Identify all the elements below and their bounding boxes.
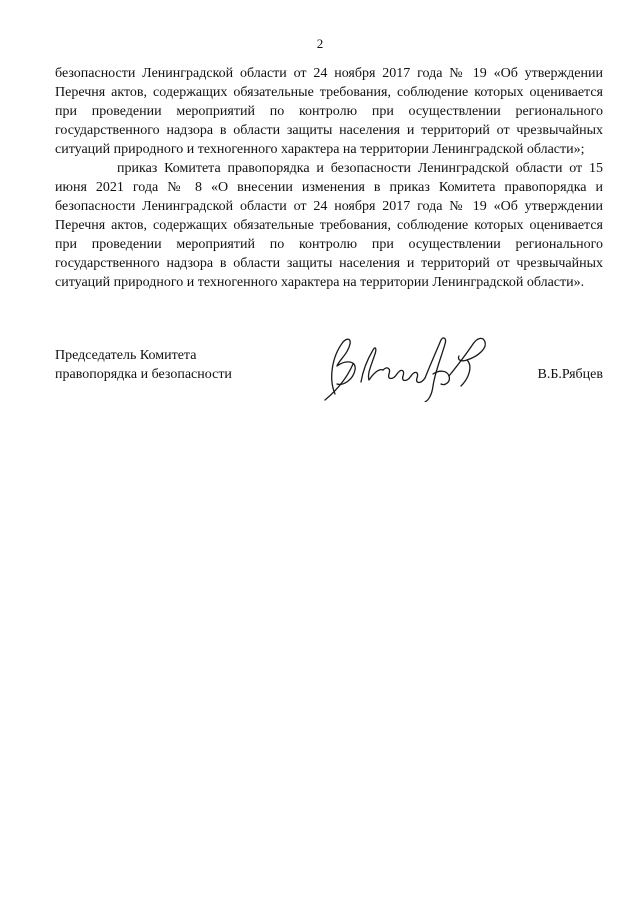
signer-name: В.Б.Рябцев bbox=[537, 367, 603, 382]
document-body bbox=[55, 64, 603, 292]
signer-title-line-2: правопорядка и безопасности bbox=[55, 367, 232, 382]
signature-block bbox=[55, 330, 603, 400]
signer-title-line-1: Председатель Комитета bbox=[55, 348, 197, 363]
signer-title bbox=[55, 346, 232, 384]
handwritten-signature-icon bbox=[317, 330, 502, 402]
page-number: 2 bbox=[316, 36, 324, 51]
paragraph-continuation: безопасности Ленинградской области от 24 ноября 2017 года № 19 «Об утверждении Перечня актов, содержащих обязательные требования, соблюдение которых оценивается при проведении мероприятий по контролю при осуществлении регионального государственного надзора в области защиты населения и территорий от чрезвычайных ситуаций природного и техногенного характера на территории Ленинградской области»; bbox=[55, 66, 603, 157]
paragraph-order-reference: приказ Комитета правопорядка и безопасности Ленинградской области от 15 июня 2021 года № 8 «О внесении изменения в приказ Комитета правопорядка и безопасности Ленинградской области от 24 ноября 2017 года № 19 «Об утверждении Перечня актов, содержащих обязательные требования, соблюдение которых оценивается при проведении мероприятий по контролю при осуществлении регионального государственного надзора в области защиты населения и территорий от чрезвычайных ситуаций природного и техногенного характера на территории Ленинградской области». bbox=[55, 161, 603, 290]
